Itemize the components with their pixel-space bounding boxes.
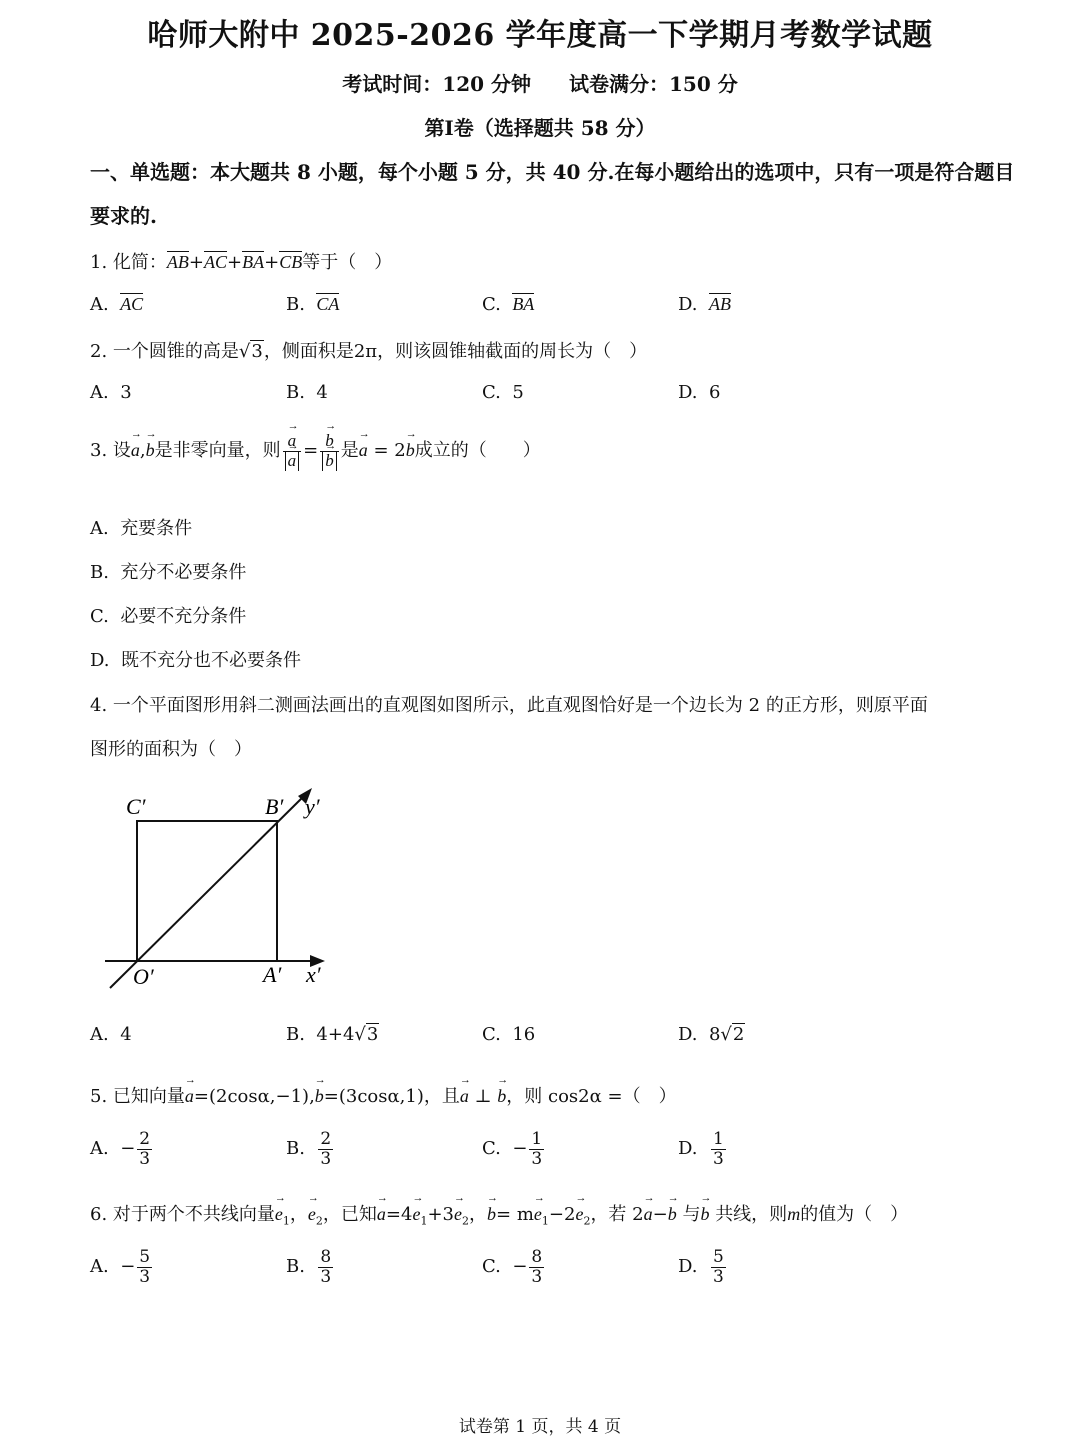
q1-option-a[interactable]: A. AC (90, 294, 144, 315)
label-o: O′ (133, 964, 154, 989)
q2-option-a[interactable]: A. 3 (90, 382, 132, 403)
q4-option-c[interactable]: C. 16 (482, 1024, 536, 1045)
q4-option-d[interactable]: D. 8√2 (678, 1024, 745, 1045)
q3-fraction-a: $\frac{a \to}{a}$ → (283, 432, 302, 470)
q1-option-c[interactable]: C. BA (482, 294, 535, 315)
question-6: 6. 对于两个不共线向量$e \to_1$，$e \to_2$，已知$a \to=4e \to_1+3e \to_2$，b →= me $\to_1-2e \to_2$，若 2a →−b → 与b → 共线，则m的值为（ ） (90, 1200, 908, 1228)
question-3: 3. 设a →,b →是非零向量，则 $\frac{a \to}{a}$ → = $\frac{b \to}{b}$ → 是a → = 2b →成立的（ ） (90, 432, 541, 470)
q1-option-b[interactable]: B. CA (286, 294, 340, 315)
question-4: 4. 一个平面图形用斜二测画法画出的直观图如图所示，此直观图恰好是一个边长为 2 的正方形，则原平面 (90, 695, 928, 716)
q5-option-d[interactable]: D. $\frac{1}{3}$ (678, 1129, 724, 1169)
q6-option-c[interactable]: C. − $\frac{8}{3}$ (482, 1247, 543, 1287)
q3-fraction-b: $\frac{b \to}{b}$ → (320, 432, 339, 470)
exam-title: 哈师大附中 2025-2026 学年度高一下学期月考数学试题 (147, 18, 933, 53)
label-c: C′ (126, 794, 146, 819)
q2-option-c[interactable]: C. 5 (482, 382, 524, 403)
q6-option-a[interactable]: A. − $\frac{5}{3}$ (90, 1247, 151, 1287)
q5-option-b[interactable]: B. $\frac{2}{3}$ (286, 1129, 332, 1169)
exam-info (0, 68, 1080, 97)
q6-option-d[interactable]: D. $\frac{5}{3}$ (678, 1247, 724, 1287)
q3-option-a[interactable]: A. 充要条件 (90, 518, 193, 539)
q2-option-b[interactable]: B. 4 (286, 382, 328, 403)
q4-option-b[interactable]: B. 4+4√3 (286, 1024, 379, 1045)
q6-option-b[interactable]: B. $\frac{8}{3}$ (286, 1247, 332, 1287)
section-instruction: 一、单选题：本大题共 8 小题，每个小题 5 分，共 40 分.在每小题给出的选项中，只有一项是符合题目要求的. (90, 160, 1015, 228)
label-x: x′ (306, 962, 321, 987)
q5-option-c[interactable]: C. − $\frac{1}{3}$ (482, 1129, 543, 1169)
q3-option-b[interactable]: B. 充分不必要条件 (90, 562, 247, 583)
q4-oblique-figure (100, 788, 340, 998)
exam-time: 考试时间：120 分钟 (342, 72, 531, 96)
q1-option-d[interactable]: D. AB (678, 294, 731, 315)
question-5: 5. 已知向量a →=(2cosα,−1),b →=(3cosα,1)，且a → ⊥ b →，则 cos2α =（ ） (90, 1082, 677, 1108)
question-1: 1. 化简：AB+AC+BA+CB等于（ ） (90, 252, 393, 273)
label-y: y′ (305, 794, 320, 819)
q3-option-c[interactable]: C. 必要不充分条件 (90, 606, 247, 627)
page-footer: 试卷第 1 页，共 4 页 (458, 1417, 622, 1437)
part-heading: 第Ⅰ卷（选择题共 58 分） (424, 116, 656, 140)
question-2: 2. 一个圆锥的高是√3，侧面积是2π，则该圆锥轴截面的周长为（ ） (90, 341, 648, 362)
q2-option-d[interactable]: D. 6 (678, 382, 721, 403)
q4-option-a[interactable]: A. 4 (90, 1024, 132, 1045)
exam-score: 试卷满分：150 分 (569, 72, 738, 96)
label-a: A′ (263, 962, 282, 987)
question-4-line2: 图形的面积为（ ） (90, 739, 252, 760)
q5-option-a[interactable]: A. − $\frac{2}{3}$ (90, 1129, 151, 1169)
label-b: B′ (265, 794, 284, 819)
q3-option-d[interactable]: D. 既不充分也不必要条件 (90, 650, 301, 671)
